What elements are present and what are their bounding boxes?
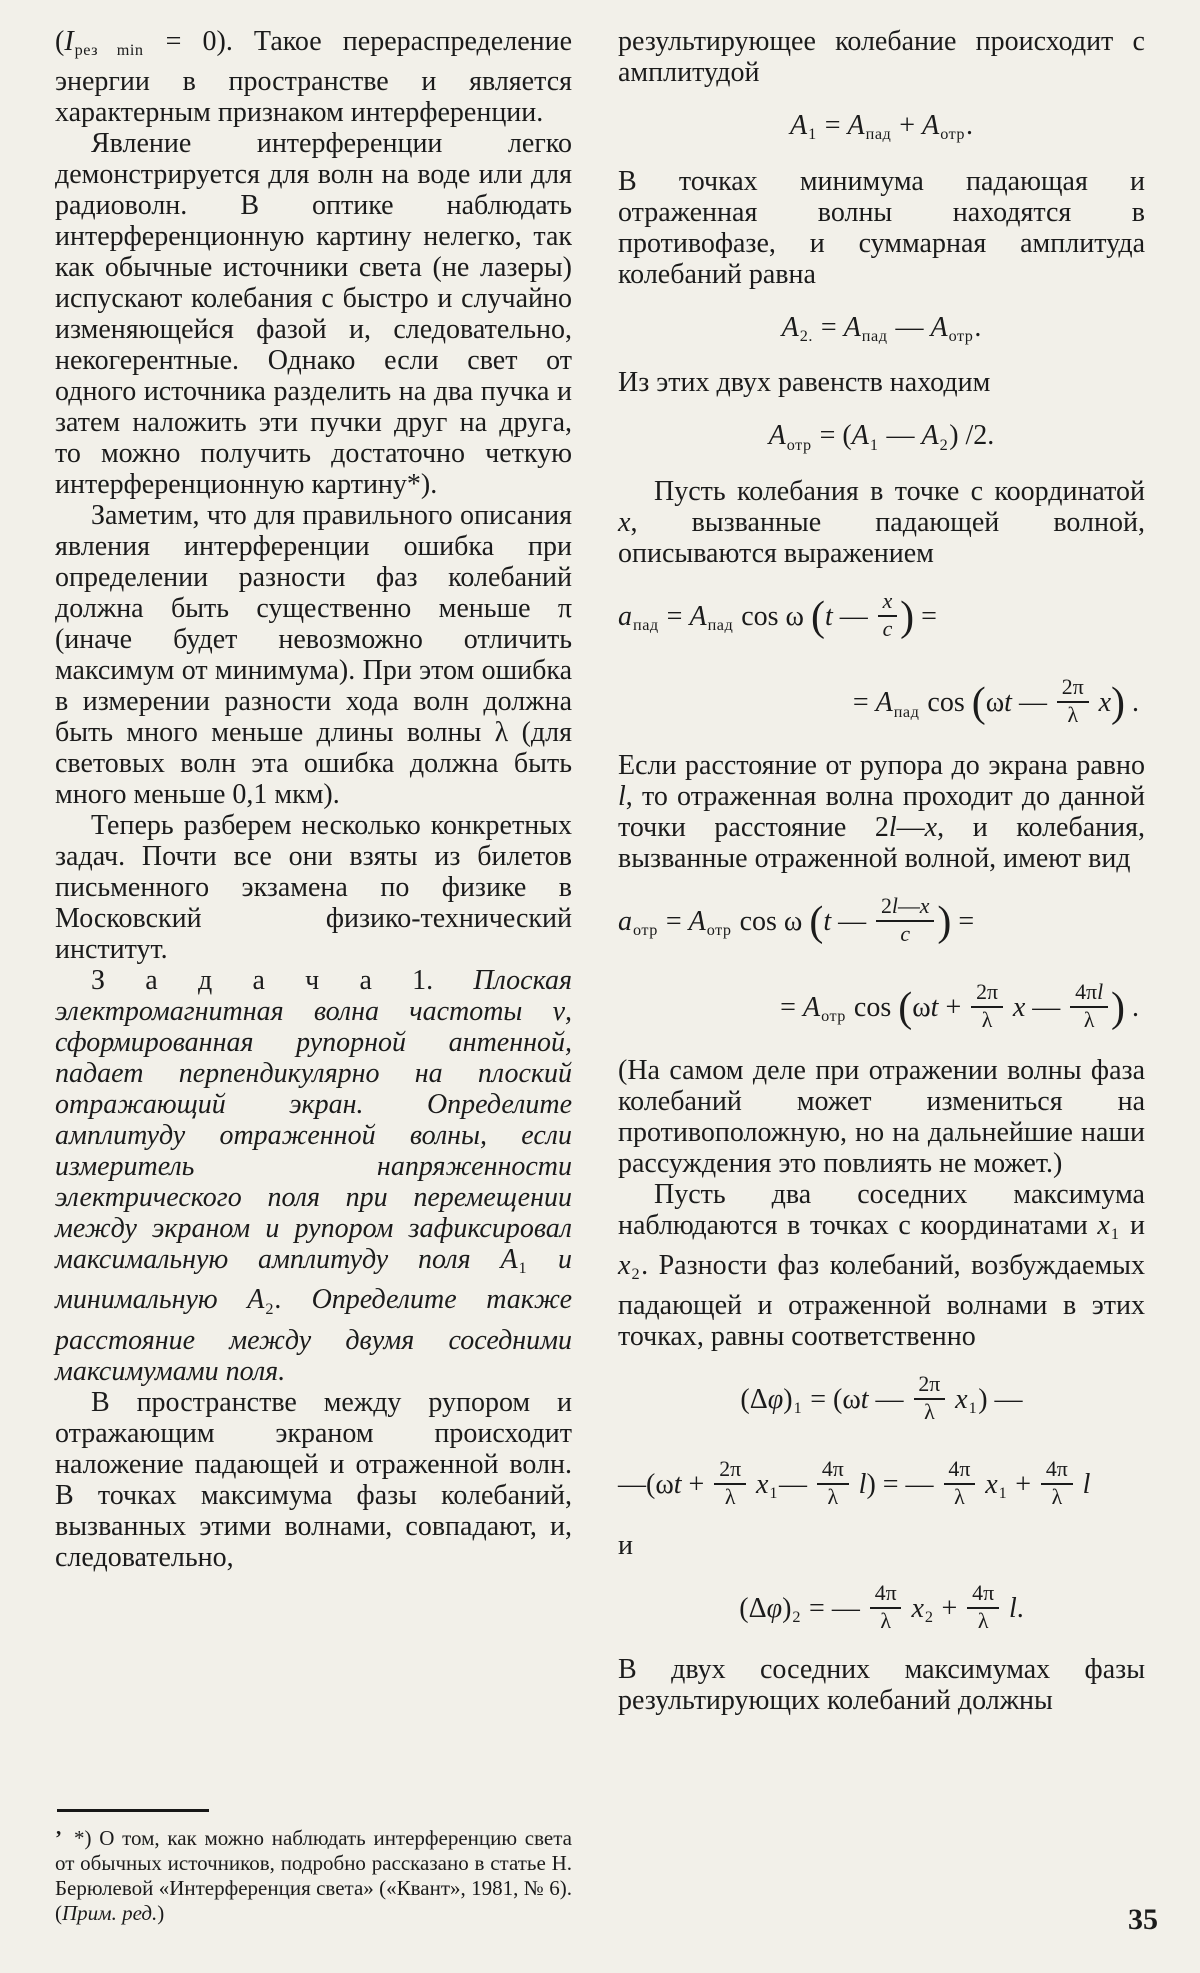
fraction: $\frac{2l—x}{c}$ xyxy=(876,895,934,946)
footnote xyxy=(55,1826,572,1926)
fraction: $\frac{2\pi}{\lambda}$ xyxy=(914,1373,946,1424)
formula-a-otr-line2: = $A_{отр}$ cos (ωt + $\frac{2\pi}{\lambda}$ x — $\frac{4\pi l}{\lambda}$ ) . xyxy=(780,980,1139,1033)
fraction: $\frac{4\pi}{\lambda}$ xyxy=(817,1458,849,1509)
paragraph-adjacent-maxima-phases: В двух соседних максимумах фазы результирующих колебаний должны xyxy=(618,1653,1145,1716)
paragraph-reflected-path: Если расстояние от рупора до экрана равно l, то отраженная волна проходит до данной точки расстояние 2l—x, и колебания, вызванные отраженной волной, имеют вид xyxy=(618,749,1145,874)
fraction: $\frac{4\pi}{\lambda}$ xyxy=(1041,1458,1073,1509)
fraction: $\frac{4\pi}{\lambda}$ xyxy=(870,1582,902,1633)
page-number: 35 xyxy=(1128,1903,1158,1936)
fraction: $\frac{4\pi}{\lambda}$ xyxy=(967,1582,999,1633)
right-column xyxy=(618,26,1145,1926)
paragraph-incident-wave: Пусть колебания в точке с координатой x, вызванные падающей волной, описываются выражением xyxy=(618,475,1145,569)
formula-delta-phi-2: $(\Delta\varphi)_2$ = — $\frac{4\pi}{\lambda}$ $x_2$ + $\frac{4\pi}{\lambda}$ l. xyxy=(739,1580,1024,1633)
paragraph-phase-error: Заметим, что для правильного описания явления интерференции ошибка при определении разности фаз колебаний должна быть существенно меньше π (иначе будет невозможно отличить максимум от минимума). При этом ошибка в измерении разности хода волн должна быть много меньше длины волны λ (для световых волн эта ошибка должна быть много меньше 0,1 мкм). xyxy=(55,500,572,811)
paragraph-intensity-continuation: $(I_{рез min} = 0)$. Такое перераспределение энергии в пространстве и является характерным признаком интерференции. xyxy=(55,26,573,129)
formula-a-otr-line1: $a_{отр} = A_{отр}$ cos ω (t — $\frac{2l—x}{c}$ ) = xyxy=(618,893,975,946)
paragraph-reflection-phase-note: (На самом деле при отражении волны фаза колебаний может измениться на противоположную, но на дальнейшие наши рассуждения это повлиять не может.) xyxy=(618,1054,1145,1179)
formula-a-pad-line1: $a_{пад} = A_{пад}$ cos ω (t — $\frac{x}{c}$ ) = xyxy=(618,588,937,641)
formula-a1-sum: $A_1 = A_{пад} + A_{отр}$. xyxy=(789,110,974,144)
paragraph-problems-intro: Теперь разберем несколько конкретных задач. Почти все они взяты из билетов письменного экзамена по физике в Московский физико-технический институт. xyxy=(55,810,572,966)
paragraph-from-equalities: Из этих двух равенств находим xyxy=(618,367,991,399)
fraction: $\frac{2\pi}{\lambda}$ xyxy=(1057,676,1089,727)
fraction: $\frac{4\pi l}{\lambda}$ xyxy=(1070,981,1108,1032)
paragraph-problem-1-statement: З а д а ч а 1. Плоская электромагнитная волна частоты ν, сформированная рупорной антенной, падает перпендикулярно на плоский отражающий экран. Определите амплитуду отраженной волны, если измеритель напряженности электрического поля при перемещении между экраном и рупором зафиксировал максимальную амплитуду поля $A_1$ и минимальную $A_2$. Определите также расстояние между двумя соседними максимумами поля. xyxy=(55,965,573,1387)
formula-a2-difference: $A_{2.} = A_{пад}$ — $A_{отр}$. xyxy=(781,311,982,345)
text-columns xyxy=(55,26,1145,1926)
paragraph-superposition: В пространстве между рупором и отражающим экраном происходит наложение падающей и отраженной волн. В точках максимума фазы колебаний, вызванных этими волнами, совпадают, и, следовательно, xyxy=(55,1386,572,1573)
formula-delta-phi-1-line2: —(ωt + $\frac{2\pi}{\lambda}$ $x_1—$ $\frac{4\pi}{\lambda}$ l) = — $\frac{4\pi}{\lambda}$ $x_1$ + $\frac{4\pi}{\lambda}$ l xyxy=(618,1456,1091,1509)
paragraph-minimum-points: В точках минимума падающая и отраженная волны находятся в противофазе, и суммарная амплитуда колебаний равна xyxy=(618,165,1145,290)
paragraph-two-maxima: Пусть два соседних максимума наблюдаются в точках с координатами $x_1$ и $x_2$. Разности фаз колебаний, возбуждаемых падающей и отраженной волнами в этих точках, равны соответственно xyxy=(618,1178,1146,1353)
formula-a-reflected: $A_{отр} = (A_1$ — $A_2$) /2. xyxy=(768,420,995,454)
fraction: $\frac{4\pi}{\lambda}$ xyxy=(944,1458,976,1509)
fraction: $\frac{2\pi}{\lambda}$ xyxy=(714,1458,746,1509)
footnote-block xyxy=(55,1785,572,1926)
footnote-rule xyxy=(57,1809,209,1812)
footnote-mark: ’ xyxy=(55,1826,62,1850)
paragraph-interference-demo: Явление интерференции легко демонстрируется для волн на воде или для радиоволн. В оптике наблюдать интерференционную картину нелегко, так как обычные источники света (не лазеры) испускают колебания с быстро и случайно изменяющейся фазой и, следовательно, некогерентные. Однако если свет от одного источника разделить на два пучка и затем наложить эти пучки друг на друга, то можно получить достаточно четкую интерференционную картину*). xyxy=(55,128,572,501)
fraction: $\frac{x}{c}$ xyxy=(878,590,897,641)
formula-delta-phi-1-line1: $(\Delta\varphi)_1 = (\omega t$ — $\frac{2\pi}{\lambda}$ $x_1$) — xyxy=(740,1372,1023,1425)
left-column xyxy=(55,26,572,1926)
footnote-text: *) О том, как можно наблюдать интерференцию света от обычных источников, подробно рассказано в статье Н. Берюлевой «Интерференция света» («Квант», 1981, № 6). (Прим. ред.) xyxy=(55,1826,572,1925)
paragraph-resulting-oscillation: результирующее колебание происходит с амплитудой xyxy=(618,26,1145,88)
paragraph-and-connector: и xyxy=(618,1529,633,1561)
formula-a-pad-line2: = $A_{пад}$ cos (ωt — $\frac{2\pi}{\lambda}$ x) . xyxy=(852,675,1139,728)
fraction: $\frac{2\pi}{\lambda}$ xyxy=(971,981,1003,1032)
